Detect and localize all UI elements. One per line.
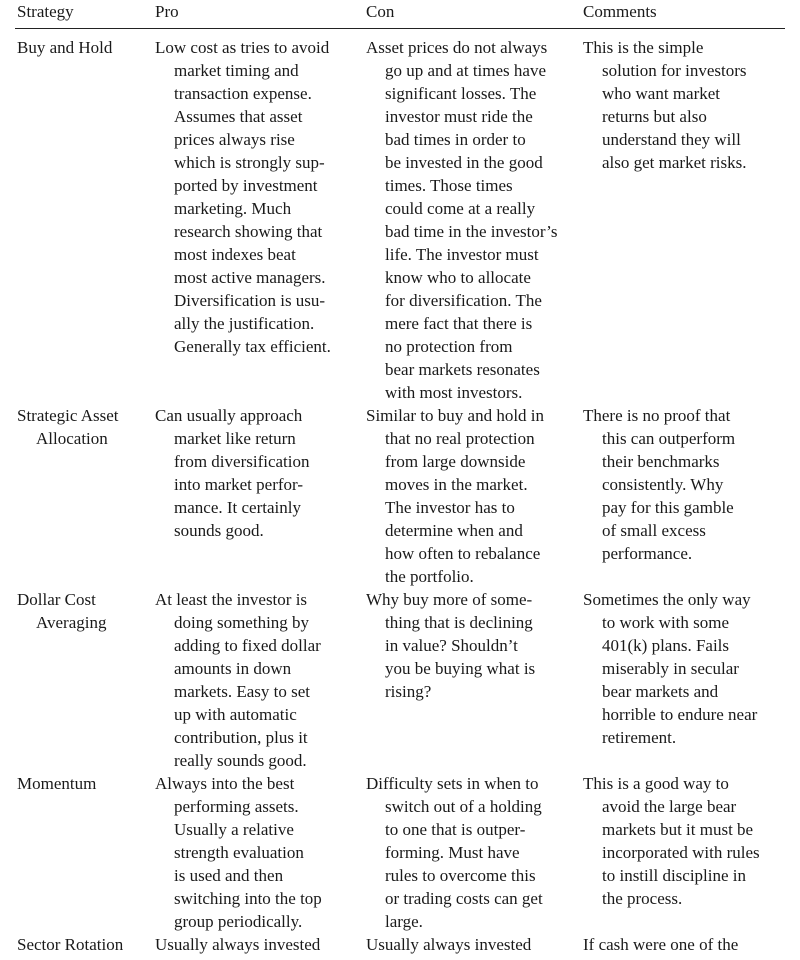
con-cell-line: moves in the market.: [385, 475, 528, 494]
con-cell-line: bad time in the investor’s: [385, 222, 558, 241]
comments-cell-line: solution for investors: [602, 61, 747, 80]
con-cell-line: significant losses. The: [385, 84, 537, 103]
con-cell-line: life. The investor must: [385, 245, 539, 264]
comments-cell-line: horrible to endure near: [602, 705, 758, 724]
con-cell-line: rules to overcome this: [385, 866, 536, 885]
pro-cell-line: performing assets.: [174, 797, 299, 816]
comments-cell-line: who want market: [602, 84, 721, 103]
con-cell-line: from large downside: [385, 452, 526, 471]
strategy-cell-line: Sector Rotation: [17, 935, 124, 954]
comments-cell-line: understand they will: [602, 130, 741, 149]
comments-cell: [583, 588, 788, 749]
pro-cell-line: adding to fixed dollar: [174, 636, 321, 655]
pro-cell-line: prices always rise: [174, 130, 295, 149]
pro-cell: [155, 772, 355, 933]
comments-cell-line: If cash were one of the: [583, 935, 739, 954]
con-cell-line: switch out of a holding: [385, 797, 542, 816]
con-cell-line: determine when and: [385, 521, 523, 540]
pro-cell-line: strength evaluation: [174, 843, 304, 862]
strategy-cell-line: Allocation: [36, 429, 108, 448]
comments-cell-line: also get market risks.: [602, 153, 747, 172]
pro-cell-line: market like return: [174, 429, 296, 448]
header-con: Con: [366, 2, 395, 21]
comments-cell-line: miserably in secular: [602, 659, 739, 678]
comments-cell-line: performance.: [602, 544, 693, 563]
pro-cell-line: Assumes that asset: [174, 107, 303, 126]
comments-cell-line: incorporated with rules: [602, 843, 760, 862]
con-cell: [366, 404, 571, 588]
con-cell-line: you be buying what is: [385, 659, 536, 678]
con-cell-line: The investor has to: [385, 498, 515, 517]
pro-cell-line: mance. It certainly: [174, 498, 301, 517]
pro-cell: [155, 933, 355, 956]
comments-cell-line: pay for this gamble: [602, 498, 734, 517]
comments-cell-line: this can outperform: [602, 429, 736, 448]
strategy-cell: [17, 933, 142, 956]
strategy-cell-line: Buy and Hold: [17, 38, 113, 57]
con-cell-line: bad times in order to: [385, 130, 526, 149]
con-cell-line: know who to allocate: [385, 268, 531, 287]
header-rule: [15, 28, 785, 29]
con-cell-line: bear markets resonates: [385, 360, 540, 379]
comments-cell-line: markets but it must be: [602, 820, 754, 839]
comments-cell-line: to instill discipline in: [602, 866, 747, 885]
pro-cell-line: Generally tax efficient.: [174, 337, 331, 356]
pro-cell-line: marketing. Much: [174, 199, 292, 218]
con-cell-line: or trading costs can get: [385, 889, 543, 908]
con-cell-line: large.: [385, 912, 423, 931]
strategy-cell-line: Averaging: [36, 613, 107, 632]
pro-cell-line: market timing and: [174, 61, 299, 80]
comments-cell-line: returns but also: [602, 107, 707, 126]
con-cell-line: Usually always invested: [366, 935, 532, 954]
pro-cell-line: Low cost as tries to avoid: [155, 38, 330, 57]
pro-cell-line: Usually a relative: [174, 820, 294, 839]
strategy-cell: [17, 588, 142, 634]
comments-cell-line: This is a good way to: [583, 774, 729, 793]
con-cell-line: to one that is outper-: [385, 820, 526, 839]
pro-cell: [155, 36, 355, 358]
pro-cell-line: contribution, plus it: [174, 728, 308, 747]
pro-cell-line: markets. Easy to set: [174, 682, 310, 701]
comments-cell: [583, 772, 788, 910]
pro-cell-line: At least the investor is: [155, 590, 308, 609]
comments-cell-line: to work with some: [602, 613, 730, 632]
strategy-cell: [17, 404, 142, 450]
con-cell: [366, 772, 571, 933]
comments-cell-line: avoid the large bear: [602, 797, 737, 816]
con-cell-line: mere fact that there is: [385, 314, 533, 333]
pro-cell-line: group periodically.: [174, 912, 303, 931]
con-cell-line: investor must ride the: [385, 107, 533, 126]
comments-cell: [583, 933, 788, 956]
strategy-cell: [17, 772, 142, 795]
header-strategy: Strategy: [17, 2, 74, 21]
con-cell: [366, 36, 571, 404]
pro-cell-line: amounts in down: [174, 659, 292, 678]
con-cell-line: could come at a really: [385, 199, 536, 218]
con-cell-line: the portfolio.: [385, 567, 474, 586]
strategy-cell-line: Dollar Cost: [17, 590, 96, 609]
pro-cell-line: Diversification is usu-: [174, 291, 326, 310]
comments-cell: [583, 36, 788, 174]
con-cell: [366, 588, 571, 703]
comments-cell-line: There is no proof that: [583, 406, 731, 425]
pro-cell-line: ported by investment: [174, 176, 318, 195]
comments-cell-line: retirement.: [602, 728, 677, 747]
pro-cell-line: most indexes beat: [174, 245, 296, 264]
pro-cell-line: up with automatic: [174, 705, 297, 724]
pro-cell-line: doing something by: [174, 613, 310, 632]
comments-cell-line: consistently. Why: [602, 475, 724, 494]
pro-cell-line: switching into the top: [174, 889, 322, 908]
con-cell-line: with most investors.: [385, 383, 523, 402]
con-cell-line: thing that is declining: [385, 613, 533, 632]
header-comments: Comments: [583, 2, 657, 21]
comments-cell-line: bear markets and: [602, 682, 719, 701]
con-cell-line: Asset prices do not always: [366, 38, 548, 57]
pro-cell: [155, 588, 355, 772]
con-cell-line: Why buy more of some-: [366, 590, 533, 609]
con-cell-line: in value? Shouldn’t: [385, 636, 518, 655]
strategy-cell-line: Strategic Asset: [17, 406, 119, 425]
con-cell-line: Difficulty sets in when to: [366, 774, 539, 793]
comments-cell-line: their benchmarks: [602, 452, 720, 471]
comments-cell-line: This is the simple: [583, 38, 704, 57]
header-pro: Pro: [155, 2, 179, 21]
strategy-cell-line: Momentum: [17, 774, 97, 793]
comments-cell-line: of small excess: [602, 521, 706, 540]
pro-cell-line: is used and then: [174, 866, 284, 885]
con-cell-line: for diversification. The: [385, 291, 542, 310]
con-cell-line: times. Those times: [385, 176, 513, 195]
pro-cell-line: really sounds good.: [174, 751, 307, 770]
con-cell-line: that no real protection: [385, 429, 535, 448]
pro-cell-line: Always into the best: [155, 774, 295, 793]
pro-cell-line: into market perfor-: [174, 475, 303, 494]
con-cell-line: no protection from: [385, 337, 513, 356]
pro-cell: [155, 404, 355, 542]
comments-cell-line: 401(k) plans. Fails: [602, 636, 730, 655]
pro-cell-line: research showing that: [174, 222, 323, 241]
comments-cell-line: the process.: [602, 889, 683, 908]
strategy-cell: [17, 36, 142, 59]
pro-cell-line: transaction expense.: [174, 84, 312, 103]
con-cell-line: forming. Must have: [385, 843, 520, 862]
pro-cell-line: from diversification: [174, 452, 310, 471]
comments-cell-line: Sometimes the only way: [583, 590, 751, 609]
pro-cell-line: Can usually approach: [155, 406, 303, 425]
con-cell-line: how often to rebalance: [385, 544, 541, 563]
con-cell-line: rising?: [385, 682, 432, 701]
con-cell-line: be invested in the good: [385, 153, 543, 172]
pro-cell-line: ally the justification.: [174, 314, 315, 333]
pro-cell-line: which is strongly sup-: [174, 153, 325, 172]
pro-cell-line: most active managers.: [174, 268, 326, 287]
pro-cell-line: sounds good.: [174, 521, 264, 540]
comments-cell: [583, 404, 788, 565]
con-cell-line: Similar to buy and hold in: [366, 406, 545, 425]
pro-cell-line: Usually always invested: [155, 935, 321, 954]
con-cell-line: go up and at times have: [385, 61, 546, 80]
con-cell: [366, 933, 571, 956]
table-header: [0, 0, 800, 29]
